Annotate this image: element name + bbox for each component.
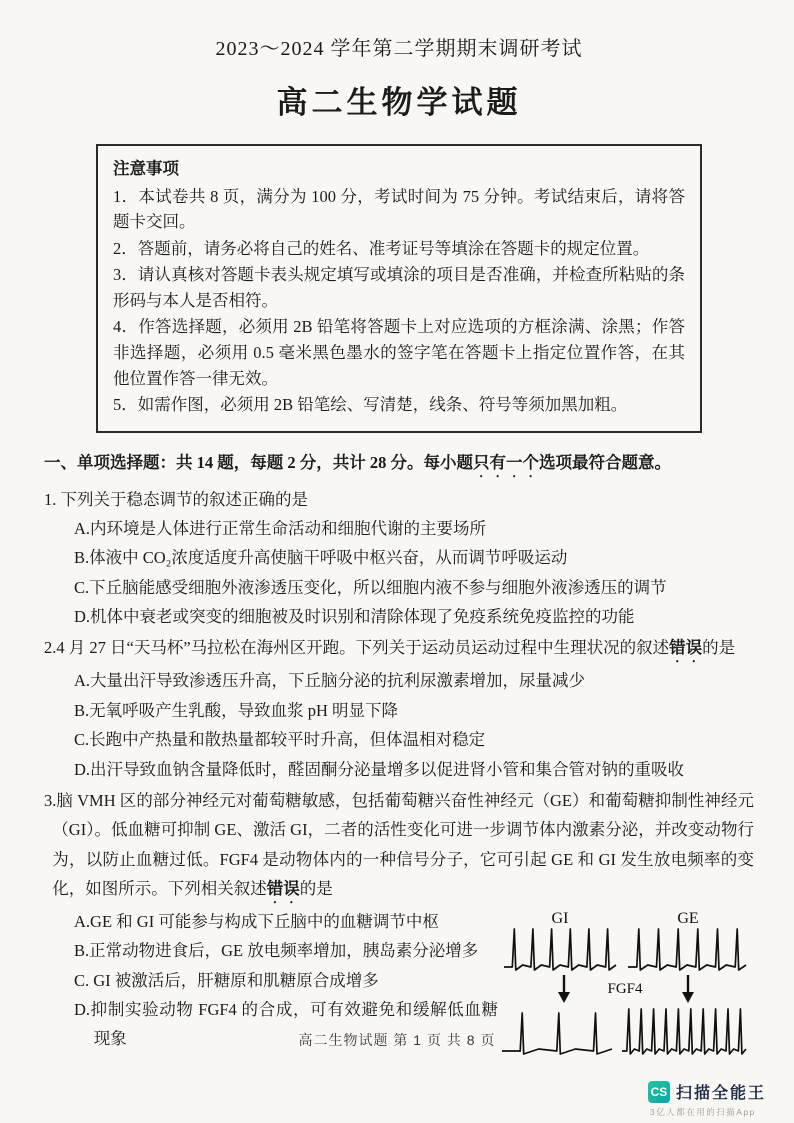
question-1-stem: 1. 下列关于稳态调节的叙述正确的是 [44, 489, 308, 509]
question-2-stem-emphasis: 错误 [669, 638, 703, 658]
question-3-option-c: C. GI 被激活后，肝糖原和肌糖原合成增多 [74, 970, 379, 990]
section-heading-pre: 一、单项选择题：共 14 题，每题 2 分，共计 28 分。每小题 [44, 452, 473, 472]
question-1-option-b: B.体液中 CO₂浓度适度升高使脑干呼吸中枢兴奋，从而调节呼吸运动 [74, 548, 568, 568]
question-2-option-a: A.大量出汗导致渗透压升高，下丘脑分泌的抗利尿激素增加，尿量减少 [74, 671, 586, 691]
question-1 [44, 485, 754, 632]
question-3-stem [44, 786, 754, 907]
notice-item-5: 5．如需作图，必须用 2B 铅笔绘、写清楚，线条、符号等须加黑加粗。 [113, 395, 628, 415]
question-3-option-a: A.GE 和 GI 可能参与构成下丘脑中的血糖调节中枢 [74, 911, 439, 931]
ge-before-trace [628, 929, 746, 970]
question-1-options [44, 514, 754, 631]
section-heading-post: 选项最符合题意。 [539, 452, 671, 472]
camscanner-logo-row [648, 1080, 766, 1103]
gi-before-trace [504, 929, 616, 970]
notice-item-4: 4．作答选择题，必须用 2B 铅笔将答题卡上对应选项的方框涂满、涂黑；作答非选择题，必须用 0.5 毫米黑色墨水的签字笔在答题卡上指定位置作答，在其他位置作答一律无效。 [113, 317, 685, 388]
section-heading-emphasis: 只有一个 [473, 452, 539, 472]
question-2-option-b: B.无氧呼吸产生乳酸，导致血浆 pH 明显下降 [74, 700, 399, 720]
camscanner-cs-icon: CS [648, 1081, 670, 1103]
question-1-option-c: C.下丘脑能感受细胞外液渗透压变化，所以细胞内液不参与细胞外液渗透压的调节 [74, 577, 667, 597]
fgf4-right-arrow-icon [682, 975, 694, 1003]
notice-item-3: 3．请认真核对答题卡表头规定填写或填涂的项目是否准确，并检查所粘贴的条形码与本人是否相符。 [113, 265, 685, 310]
question-1-option-a: A.内环境是人体进行正常生命活动和细胞代谢的主要场所 [74, 518, 487, 538]
question-1-option-d: D.机体中衰老或突变的细胞被及时识别和清除体现了免疫系统免疫监控的功能 [74, 607, 635, 627]
fgf4-left-arrow-icon [558, 975, 570, 1003]
question-2-stem [44, 633, 754, 666]
page-title: 高二生物学试题 [276, 85, 522, 120]
section-heading [44, 449, 754, 481]
notice-item-1: 1．本试卷共 8 页，满分为 100 分，考试时间为 75 分钟。考试结束后，请将答题卡交回。 [113, 186, 685, 232]
question-3-option-d: D.抑制实验动物 FGF4 的合成，可有效避免和缓解低血糖现象 [74, 1000, 498, 1049]
question-3-stem-pre: 3.脑 VMH 区的部分神经元对葡萄糖敏感，包括葡萄糖兴奋性神经元（GE）和葡萄糖抑制性神经元（GI）。低血糖可抑制 GE、激活 GI，二者的活性变化可进一步调节体内激素分泌，并改变动物行为，以防止血糖过低。FGF4 是动物体内的一种信号分子，它可引起 GE 和 GI 发生放电频率的变化，如图所示。下列相关叙述 [44, 790, 754, 898]
fgf4-label: FGF4 [607, 980, 643, 997]
question-3-stem-emphasis: 错误 [266, 878, 300, 898]
question-2-option-d: D.出汗导致血钠含量降低时，醛固酮分泌量增多以促进肾小管和集合管对钠的重吸收 [74, 759, 685, 779]
question-2 [44, 633, 754, 783]
page-footer: 高二生物试题 第 1 页 共 8 页 [298, 1032, 496, 1048]
camscanner-watermark [648, 1080, 766, 1118]
question-2-stem-pre: 2.4 月 27 日“天马杯”马拉松在海州区开跑。下列关于运动员运动过程中生理状况的叙述 [44, 638, 670, 658]
camscanner-name: 扫描全能王 [675, 1085, 766, 1102]
question-2-option-c: C.长跑中产热量和散热量都较平时升高，但体温相对稳定 [74, 730, 486, 750]
exam-session-line: 2023～2024 学年第二学期期末调研考试 [215, 38, 583, 60]
notice-item-2: 2．答题前，请务必将自己的姓名、准考证号等填涂在答题卡的规定位置。 [113, 238, 650, 258]
question-3-option-b: B.正常动物进食后，GE 放电频率增加，胰岛素分泌增多 [74, 941, 479, 961]
gi-label: GI [551, 909, 569, 927]
camscanner-tagline: 3亿人都在用的扫描App [649, 1107, 756, 1117]
question-2-options [44, 666, 754, 783]
notice-heading: 注意事项 [113, 159, 179, 178]
question-3-stem-post: 的是 [299, 878, 333, 898]
notice-box [96, 144, 702, 433]
ge-label: GE [677, 909, 699, 927]
question-3 [44, 786, 754, 1065]
question-2-stem-post: 的是 [702, 638, 736, 658]
